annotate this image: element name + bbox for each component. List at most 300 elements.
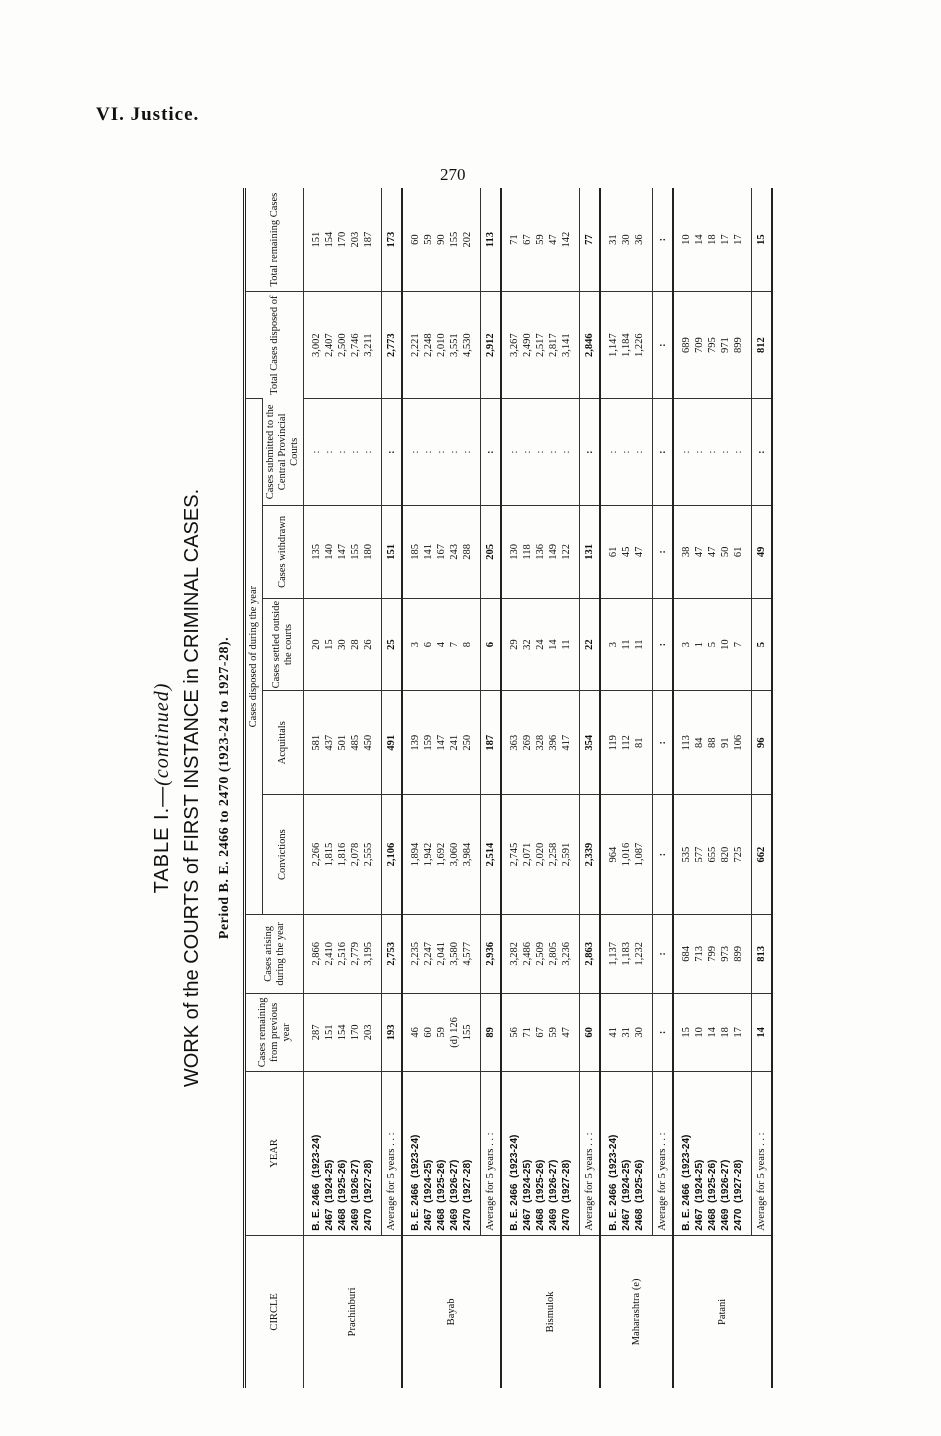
value-convictions: 1,894 [409, 842, 421, 867]
value-total-remaining: 170 [336, 231, 348, 248]
year-value: 2469 (1926-27) [448, 1159, 460, 1231]
value-acquittals: 250 [461, 734, 473, 751]
header-withdrawn: Cases withdrawn [262, 506, 303, 599]
average-withdrawn: 205 [480, 506, 501, 599]
value-arising: 3,236 [560, 942, 572, 966]
value-withdrawn: 38 [680, 546, 692, 558]
value-submitted: : [719, 450, 731, 454]
value-remaining: 17 [732, 1027, 744, 1038]
value-submitted: : [607, 450, 619, 454]
value-submitted: : [435, 450, 447, 454]
average-label: Average for 5 years . . : [751, 1072, 772, 1236]
value-convictions: 655 [706, 846, 718, 863]
year-cell [600, 1072, 653, 1236]
value-total-disposed: 2,817 [547, 333, 559, 357]
cell-convictions [501, 795, 580, 915]
cell-acquittals [673, 691, 752, 795]
value-settled: 11 [560, 639, 572, 650]
value-remaining: 59 [547, 1027, 559, 1038]
value-arising: 4,577 [461, 942, 473, 966]
value-arising: 2,486 [521, 942, 533, 966]
value-settled: 32 [521, 639, 533, 650]
cell-total-disposed [501, 292, 580, 399]
page-number: 270 [440, 165, 466, 184]
value-total-disposed: 3,002 [310, 333, 322, 357]
value-remaining: 155 [461, 1024, 473, 1041]
year-cell [402, 1072, 481, 1236]
average-settled: 6 [480, 598, 501, 691]
cell-arising [600, 915, 653, 994]
value-total-disposed: 2,010 [435, 333, 447, 357]
value-submitted: : [362, 450, 374, 454]
value-settled: 7 [448, 641, 460, 648]
cell-submitted [501, 399, 580, 506]
value-settled: 29 [508, 639, 520, 650]
value-withdrawn: 47 [693, 546, 705, 558]
table-row [303, 188, 381, 1388]
year-value: B. E. 2466 (1923-24) [680, 1134, 692, 1231]
value-submitted: : [547, 450, 559, 454]
value-settled: 24 [534, 639, 546, 650]
value-total-remaining: 18 [706, 234, 718, 245]
value-total-disposed: 3,551 [448, 333, 460, 357]
average-convictions: 2,339 [579, 795, 600, 915]
table-body [303, 188, 772, 1388]
value-total-remaining: 187 [362, 231, 374, 248]
value-convictions: 1,692 [435, 842, 447, 867]
year-value: B. E. 2466 (1923-24) [310, 1134, 322, 1231]
header-year: YEAR [244, 1072, 303, 1236]
year-value: 2469 (1926-27) [547, 1159, 559, 1231]
header-settled: Cases settled outside the courts [262, 598, 303, 691]
value-total-disposed: 2,221 [409, 333, 421, 357]
value-remaining: 56 [508, 1027, 520, 1038]
value-settled: 30 [336, 639, 348, 650]
value-acquittals: 84 [693, 737, 705, 749]
value-convictions: 1,815 [323, 842, 335, 867]
average-arising: 813 [751, 915, 772, 994]
value-convictions: 964 [607, 846, 619, 863]
average-total-remaining: 77 [579, 188, 600, 292]
value-submitted: : [534, 450, 546, 454]
value-acquittals: 139 [409, 734, 421, 751]
value-total-disposed: 709 [693, 337, 705, 354]
value-remaining: 151 [323, 1024, 335, 1041]
value-withdrawn: 147 [336, 544, 348, 560]
value-submitted: : [508, 450, 520, 454]
cell-submitted [600, 399, 653, 506]
value-withdrawn: 61 [732, 546, 744, 558]
average-convictions: 2,514 [480, 795, 501, 915]
cell-acquittals [303, 691, 381, 795]
average-withdrawn: 49 [751, 506, 772, 599]
table-subtitle: WORK of the COURTS of FIRST INSTANCE in CRIMINAL CASES. [180, 488, 203, 1088]
cell-acquittals [600, 691, 653, 795]
average-submitted: : [381, 399, 402, 506]
value-arising: 2,410 [323, 942, 335, 966]
average-acquittals: 187 [480, 691, 501, 795]
header-convictions: Convictions [262, 795, 303, 915]
year-value: 2468 (1925-26) [336, 1159, 348, 1231]
value-settled: 8 [461, 641, 473, 648]
value-settled: 3 [680, 641, 692, 648]
value-withdrawn: 50 [719, 546, 731, 558]
cell-total-remaining [501, 188, 580, 292]
cell-total-remaining [600, 188, 653, 292]
average-acquittals: 96 [751, 691, 772, 795]
value-submitted: : [680, 450, 692, 454]
value-total-disposed: 2,500 [336, 333, 348, 357]
value-arising: 2,779 [349, 942, 361, 966]
value-acquittals: 396 [547, 734, 559, 751]
value-remaining: 10 [693, 1027, 705, 1038]
value-total-disposed: 689 [680, 337, 692, 354]
table-title-continued: (continued) [150, 682, 173, 786]
cell-submitted [673, 399, 752, 506]
value-acquittals: 81 [633, 737, 645, 749]
average-remaining: 89 [480, 993, 501, 1072]
value-convictions: 2,555 [362, 842, 374, 867]
value-arising: 3,282 [508, 942, 520, 966]
cell-convictions [402, 795, 481, 915]
average-label: Average for 5 years . . : [381, 1072, 402, 1236]
cell-submitted [303, 399, 381, 506]
header-row-1 [244, 188, 262, 1388]
cell-remaining [673, 993, 752, 1072]
value-arising: 3,195 [362, 942, 374, 966]
average-row [381, 188, 402, 1388]
value-settled: 3 [409, 641, 421, 648]
section-heading: VI. Justice. [96, 104, 200, 125]
value-total-disposed: 3,141 [560, 333, 572, 357]
year-value: 2470 (1927-28) [560, 1159, 572, 1231]
value-withdrawn: 288 [461, 544, 473, 560]
value-remaining: 203 [362, 1024, 374, 1041]
year-value: 2468 (1925-26) [633, 1159, 645, 1231]
average-settled: 22 [579, 598, 600, 691]
cell-settled [673, 598, 752, 691]
value-arising: 684 [680, 945, 692, 962]
year-value: 2467 (1924-25) [422, 1159, 434, 1231]
value-remaining: 154 [336, 1024, 348, 1041]
value-remaining: 67 [534, 1027, 546, 1038]
criminal-cases-table [243, 188, 773, 1388]
value-settled: 7 [732, 641, 744, 648]
value-total-remaining: 155 [448, 231, 460, 248]
value-total-remaining: 202 [461, 231, 473, 248]
value-total-disposed: 2,517 [534, 333, 546, 357]
average-submitted: : [751, 399, 772, 506]
value-total-disposed: 1,147 [607, 333, 619, 357]
year-value: 2467 (1924-25) [521, 1159, 533, 1231]
value-acquittals: 363 [508, 734, 520, 751]
average-total-disposed: 2,846 [579, 292, 600, 399]
cell-remaining [600, 993, 653, 1072]
cell-arising [501, 915, 580, 994]
value-acquittals: 437 [323, 734, 335, 751]
value-settled: 5 [706, 641, 718, 648]
value-acquittals: 147 [435, 734, 447, 751]
average-total-disposed: 2,773 [381, 292, 402, 399]
value-remaining: 31 [620, 1027, 632, 1038]
table-title [151, 188, 181, 1388]
circle-name: Prachinburi [303, 1235, 402, 1388]
cell-settled [303, 598, 381, 691]
value-total-remaining: 154 [323, 231, 335, 248]
value-remaining: 71 [521, 1027, 533, 1038]
year-value: 2468 (1925-26) [534, 1159, 546, 1231]
value-total-disposed: 795 [706, 337, 718, 354]
header-total-disposed: Total Cases disposed of [244, 292, 303, 399]
value-acquittals: 112 [620, 735, 632, 751]
value-total-remaining: 14 [693, 234, 705, 245]
value-submitted: : [336, 450, 348, 454]
value-settled: 10 [719, 639, 731, 650]
average-row [652, 188, 673, 1388]
cell-remaining [303, 993, 381, 1072]
average-convictions: : [652, 795, 673, 915]
cell-withdrawn [303, 506, 381, 599]
value-acquittals: 417 [560, 734, 572, 751]
average-row [579, 188, 600, 1388]
value-acquittals: 328 [534, 734, 546, 751]
value-remaining: 14 [706, 1027, 718, 1038]
average-label: Average for 5 years . . : [652, 1072, 673, 1236]
cell-total-disposed [402, 292, 481, 399]
value-remaining: 30 [633, 1027, 645, 1038]
value-submitted: : [706, 450, 718, 454]
cell-withdrawn [501, 506, 580, 599]
average-submitted: : [480, 399, 501, 506]
value-arising: 799 [706, 945, 718, 962]
value-convictions: 1,087 [633, 842, 645, 867]
header-remaining-prev: Cases remaining from previous year [244, 993, 303, 1072]
value-arising: 2,041 [435, 942, 447, 966]
value-withdrawn: 61 [607, 546, 619, 558]
value-total-disposed: 4,530 [461, 333, 473, 357]
average-settled: : [652, 598, 673, 691]
header-arising: Cases arising during the year [244, 915, 303, 994]
value-withdrawn: 135 [310, 544, 322, 560]
year-cell [673, 1072, 752, 1236]
value-submitted: : [349, 450, 361, 454]
value-settled: 11 [633, 639, 645, 650]
average-remaining: 14 [751, 993, 772, 1072]
cell-settled [501, 598, 580, 691]
value-arising: 899 [732, 945, 744, 962]
period-line: Period B. E. 2466 to 2470 (1923-24 to 1927-28). [216, 636, 232, 940]
value-submitted: : [409, 450, 421, 454]
value-total-remaining: 142 [560, 231, 572, 248]
average-total-remaining: 15 [751, 188, 772, 292]
average-settled: 25 [381, 598, 402, 691]
value-settled: 1 [693, 641, 705, 648]
value-withdrawn: 185 [409, 544, 421, 560]
average-arising: 2,936 [480, 915, 501, 994]
value-total-remaining: 17 [732, 234, 744, 245]
value-submitted: : [461, 450, 473, 454]
value-settled: 6 [422, 641, 434, 648]
value-total-disposed: 1,226 [633, 333, 645, 357]
value-total-remaining: 31 [607, 234, 619, 245]
value-arising: 2,235 [409, 942, 421, 966]
average-acquittals: : [652, 691, 673, 795]
year-value: 2469 (1926-27) [349, 1159, 361, 1231]
value-withdrawn: 180 [362, 544, 374, 560]
value-total-disposed: 2,746 [349, 333, 361, 357]
year-value: 2470 (1927-28) [461, 1159, 473, 1231]
value-arising: 1,183 [620, 942, 632, 966]
value-remaining: 15 [680, 1027, 692, 1038]
average-total-remaining: 173 [381, 188, 402, 292]
cell-total-remaining [673, 188, 752, 292]
average-remaining: : [652, 993, 673, 1072]
value-remaining: 287 [310, 1024, 322, 1041]
value-arising: 2,805 [547, 942, 559, 966]
value-withdrawn: 45 [620, 546, 632, 558]
header-total-remaining: Total remaining Cases [244, 188, 303, 292]
value-arising: 2,516 [336, 942, 348, 966]
value-convictions: 725 [732, 846, 744, 863]
value-convictions: 1,942 [422, 842, 434, 867]
value-total-disposed: 899 [732, 337, 744, 354]
year-value: 2467 (1924-25) [620, 1159, 632, 1231]
value-settled: 3 [607, 641, 619, 648]
cell-submitted [402, 399, 481, 506]
year-value: 2467 (1924-25) [693, 1159, 705, 1231]
cell-settled [600, 598, 653, 691]
value-convictions: 535 [680, 846, 692, 863]
value-total-remaining: 90 [435, 234, 447, 245]
average-total-disposed: 2,912 [480, 292, 501, 399]
average-total-remaining: : [652, 188, 673, 292]
year-value: B. E. 2466 (1923-24) [607, 1134, 619, 1231]
average-label: Average for 5 years . . : [480, 1072, 501, 1236]
value-total-remaining: 36 [633, 234, 645, 245]
header-submitted: Cases submitted to the Central Provincial Courts [262, 399, 303, 506]
value-settled: 15 [323, 639, 335, 650]
value-total-remaining: 67 [521, 234, 533, 245]
value-convictions: 820 [719, 846, 731, 863]
value-total-remaining: 17 [719, 234, 731, 245]
cell-arising [402, 915, 481, 994]
value-arising: 713 [693, 945, 705, 962]
circle-name: Patani [673, 1235, 772, 1388]
value-withdrawn: 122 [560, 544, 572, 560]
cell-withdrawn [402, 506, 481, 599]
average-label: Average for 5 years . . : [579, 1072, 600, 1236]
value-withdrawn: 47 [706, 546, 718, 558]
cell-total-disposed [673, 292, 752, 399]
table-row [402, 188, 481, 1388]
value-arising: 2,247 [422, 942, 434, 966]
value-acquittals: 91 [719, 737, 731, 749]
value-submitted: : [310, 450, 322, 454]
year-value: B. E. 2466 (1923-24) [409, 1134, 421, 1231]
value-total-remaining: 59 [534, 234, 546, 245]
average-submitted: : [579, 399, 600, 506]
value-settled: 20 [310, 639, 322, 650]
value-settled: 14 [547, 639, 559, 650]
value-withdrawn: 136 [534, 544, 546, 560]
value-settled: 11 [620, 639, 632, 650]
cell-convictions [303, 795, 381, 915]
value-acquittals: 269 [521, 734, 533, 751]
value-convictions: 3,060 [448, 842, 460, 867]
cell-arising [673, 915, 752, 994]
average-arising: 2,753 [381, 915, 402, 994]
cell-remaining [402, 993, 481, 1072]
year-cell [303, 1072, 381, 1236]
value-withdrawn: 149 [547, 544, 559, 560]
value-arising: 1,137 [607, 942, 619, 966]
value-acquittals: 241 [448, 734, 460, 751]
average-arising: : [652, 915, 673, 994]
table-row [673, 188, 752, 1388]
average-total-remaining: 113 [480, 188, 501, 292]
average-remaining: 60 [579, 993, 600, 1072]
cell-convictions [673, 795, 752, 915]
average-row [480, 188, 501, 1388]
average-total-disposed: : [652, 292, 673, 399]
table-title-main: TABLE I.— [150, 785, 173, 894]
value-remaining: 170 [349, 1024, 361, 1041]
table-row [600, 188, 653, 1388]
value-settled: 26 [362, 639, 374, 650]
value-total-remaining: 59 [422, 234, 434, 245]
value-withdrawn: 243 [448, 544, 460, 560]
average-convictions: 2,106 [381, 795, 402, 915]
cell-total-disposed [303, 292, 381, 399]
circle-name: Bayab [402, 1235, 501, 1388]
average-acquittals: 491 [381, 691, 402, 795]
cell-total-remaining [402, 188, 481, 292]
value-arising: 973 [719, 945, 731, 962]
cell-arising [303, 915, 381, 994]
cell-withdrawn [600, 506, 653, 599]
value-arising: 1,232 [633, 942, 645, 966]
value-acquittals: 119 [607, 735, 619, 751]
value-convictions: 2,078 [349, 842, 361, 867]
value-submitted: : [323, 450, 335, 454]
cell-convictions [600, 795, 653, 915]
value-settled: 4 [435, 641, 447, 648]
average-withdrawn: 131 [579, 506, 600, 599]
value-submitted: : [560, 450, 572, 454]
value-settled: 28 [349, 639, 361, 650]
value-remaining: 60 [422, 1027, 434, 1038]
header-acquittals: Acquittals [262, 691, 303, 795]
value-submitted: : [633, 450, 645, 454]
table-row [501, 188, 580, 1388]
header-circle: CIRCLE [244, 1235, 303, 1388]
cell-acquittals [501, 691, 580, 795]
value-acquittals: 485 [349, 734, 361, 751]
value-total-remaining: 10 [680, 234, 692, 245]
value-submitted: : [732, 450, 744, 454]
year-value: 2470 (1927-28) [732, 1159, 744, 1231]
value-total-disposed: 2,490 [521, 333, 533, 357]
value-submitted: : [620, 450, 632, 454]
value-remaining: 41 [607, 1027, 619, 1038]
value-acquittals: 113 [680, 735, 692, 751]
value-acquittals: 501 [336, 734, 348, 751]
value-convictions: 2,266 [310, 842, 322, 867]
value-withdrawn: 140 [323, 544, 335, 560]
value-total-disposed: 1,184 [620, 333, 632, 357]
average-total-disposed: 812 [751, 292, 772, 399]
year-value: 2470 (1927-28) [362, 1159, 374, 1231]
